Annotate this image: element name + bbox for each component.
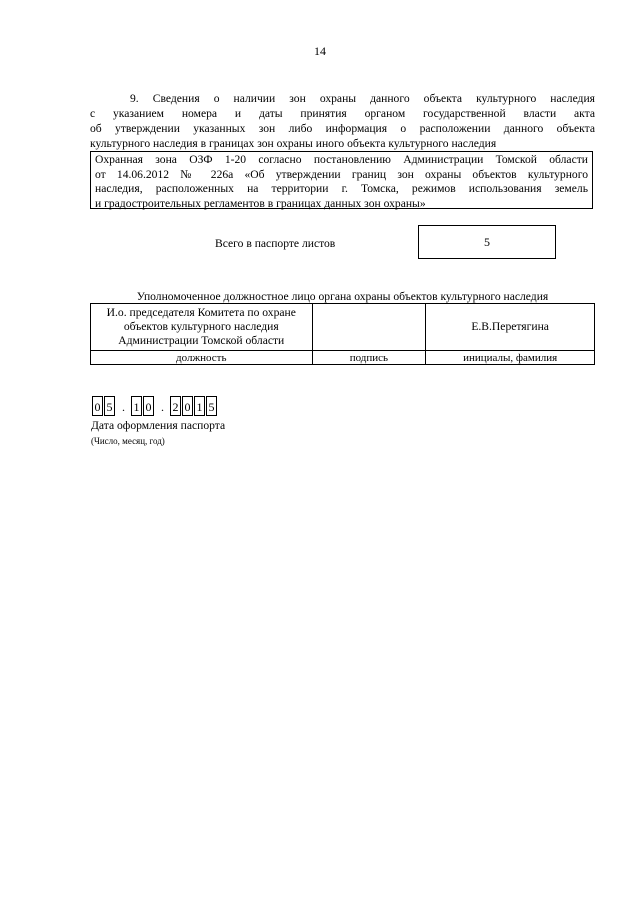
authorized-official-caption: Уполномоченное должностное лицо органа охраны объектов культурного наследия [136, 290, 549, 303]
authorized-official-table [90, 303, 595, 365]
signature-column-label: подпись [312, 351, 426, 365]
protection-zone-line: наследия, расположенных на территории г. Томска, режимов использования земель [95, 182, 588, 195]
date-day-digit: 0 [92, 396, 103, 416]
protection-zone-line: и градостроительных регламентов в границах данных зон охраны» [95, 196, 426, 210]
date-separator: . [161, 400, 164, 414]
date-separator: . [122, 400, 125, 414]
date-year-digit: 5 [206, 396, 217, 416]
official-position-line: И.о. председателя Комитета по охране [106, 306, 296, 319]
official-position-cell [91, 304, 313, 351]
official-position-line: объектов культурного наследия [123, 320, 279, 333]
protection-zone-box [90, 151, 593, 209]
date-month-digit: 1 [131, 396, 142, 416]
page-number: 14 [314, 44, 326, 58]
date-year-digit: 2 [170, 396, 181, 416]
section-9-heading [90, 91, 595, 151]
name-column-label: инициалы, фамилия [426, 351, 595, 365]
table-row [91, 351, 595, 365]
passport-date [92, 396, 218, 416]
date-month-digit: 0 [143, 396, 154, 416]
passport-date-label: Дата оформления паспорта [91, 419, 226, 432]
position-column-label: должность [91, 351, 313, 365]
passport-date-hint: (Число, месяц, год) [91, 436, 165, 446]
section-9-line: об утверждении указанных зон либо информация о расположении данного объекта [90, 122, 595, 135]
section-9-line: с указанием номера и даты принятия органом государственной власти акта [90, 107, 595, 120]
total-sheets-label: Всего в паспорте листов [215, 237, 336, 250]
date-day-digit: 5 [104, 396, 115, 416]
protection-zone-line: от 14.06.2012 № 226а «Об утверждении границ зон охраны объектов культурного [95, 167, 588, 181]
section-9-line: культурного наследия в границах зон охраны иного объекта культурного наследия [90, 137, 497, 150]
total-sheets-value: 5 [418, 225, 556, 259]
official-position-line: Администрации Томской области [118, 334, 285, 347]
date-year-digit: 1 [194, 396, 205, 416]
protection-zone-line: Охранная зона ОЗФ 1-20 согласно постановлению Администрации Томской области [95, 153, 588, 166]
section-9-line: 9. Сведения о наличии зон охраны данного объекта культурного наследия [130, 92, 595, 105]
table-row [91, 304, 595, 351]
official-signature-cell [312, 304, 426, 351]
official-name-cell: Е.В.Перетягина [426, 304, 595, 351]
date-year-digit: 0 [182, 396, 193, 416]
